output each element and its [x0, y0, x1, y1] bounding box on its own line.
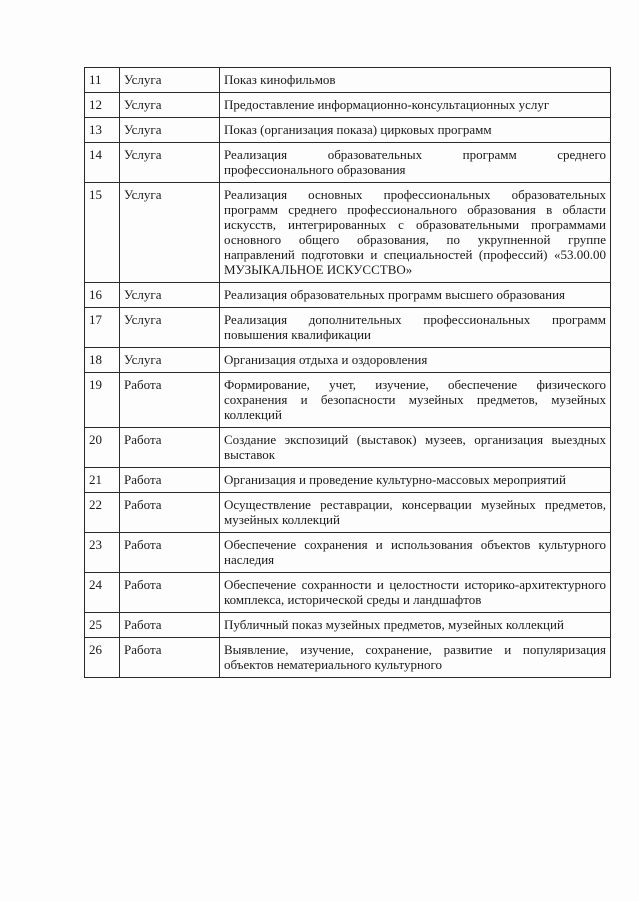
row-type: Работа: [120, 373, 220, 428]
table-row: [85, 308, 611, 348]
row-name: Реализация дополнительных профессиональных программ повышения квалификации: [220, 308, 611, 348]
row-number: 17: [85, 308, 120, 348]
row-type: Услуга: [120, 118, 220, 143]
row-name: Обеспечение сохранности и целостности историко-архитектурного комплекса, исторической среды и ландшафтов: [220, 573, 611, 613]
table-row: [85, 468, 611, 493]
row-number: 12: [85, 93, 120, 118]
table-row: [85, 428, 611, 468]
table-row: [85, 533, 611, 573]
table-row: [85, 493, 611, 533]
row-number: 15: [85, 183, 120, 283]
row-name: Показ кинофильмов: [220, 68, 611, 93]
row-number: 14: [85, 143, 120, 183]
row-type: Услуга: [120, 308, 220, 348]
row-number: 21: [85, 468, 120, 493]
row-name: Организация и проведение культурно-массовых мероприятий: [220, 468, 611, 493]
table-row: [85, 638, 611, 678]
row-name: Выявление, изучение, сохранение, развитие и популяризация объектов нематериального культурного: [220, 638, 611, 678]
row-name: Осуществление реставрации, консервации музейных предметов, музейных коллекций: [220, 493, 611, 533]
table-row: [85, 183, 611, 283]
row-name: Предоставление информационно-консультационных услуг: [220, 93, 611, 118]
row-number: 24: [85, 573, 120, 613]
row-number: 25: [85, 613, 120, 638]
services-works-table: [84, 67, 611, 678]
table-row: [85, 143, 611, 183]
row-type: Услуга: [120, 68, 220, 93]
row-number: 11: [85, 68, 120, 93]
row-name: Реализация образовательных программ среднего профессионального образования: [220, 143, 611, 183]
table-row: [85, 373, 611, 428]
row-name: Организация отдыха и оздоровления: [220, 348, 611, 373]
row-type: Услуга: [120, 183, 220, 283]
row-name: Реализация образовательных программ высшего образования: [220, 283, 611, 308]
row-type: Услуга: [120, 348, 220, 373]
row-type: Работа: [120, 533, 220, 573]
table-row: [85, 283, 611, 308]
row-name: Реализация основных профессиональных образовательных программ среднего профессионального образования в области искусств, интегрированных с образовательными программами основного общего образования, по укрупненной группе направлений подготовки и специальностей (профессий) «53.00.00 МУЗЫКАЛЬНОЕ ИСКУССТВО»: [220, 183, 611, 283]
row-type: Работа: [120, 428, 220, 468]
table-row: [85, 68, 611, 93]
row-type: Услуга: [120, 93, 220, 118]
row-number: 26: [85, 638, 120, 678]
row-type: Услуга: [120, 283, 220, 308]
row-type: Работа: [120, 573, 220, 613]
row-name: Обеспечение сохранения и использования объектов культурного наследия: [220, 533, 611, 573]
row-number: 23: [85, 533, 120, 573]
table-row: [85, 573, 611, 613]
row-type: Работа: [120, 493, 220, 533]
row-name: Показ (организация показа) цирковых программ: [220, 118, 611, 143]
row-type: Работа: [120, 468, 220, 493]
row-number: 16: [85, 283, 120, 308]
row-name: Формирование, учет, изучение, обеспечение физического сохранения и безопасности музейных предметов, музейных коллекций: [220, 373, 611, 428]
row-number: 22: [85, 493, 120, 533]
table-row: [85, 348, 611, 373]
row-type: Работа: [120, 613, 220, 638]
row-number: 18: [85, 348, 120, 373]
table-row: [85, 118, 611, 143]
row-name: Публичный показ музейных предметов, музейных коллекций: [220, 613, 611, 638]
row-number: 19: [85, 373, 120, 428]
row-number: 20: [85, 428, 120, 468]
table-row: [85, 613, 611, 638]
row-name: Создание экспозиций (выставок) музеев, организация выездных выставок: [220, 428, 611, 468]
row-type: Работа: [120, 638, 220, 678]
row-number: 13: [85, 118, 120, 143]
row-type: Услуга: [120, 143, 220, 183]
table-row: [85, 93, 611, 118]
